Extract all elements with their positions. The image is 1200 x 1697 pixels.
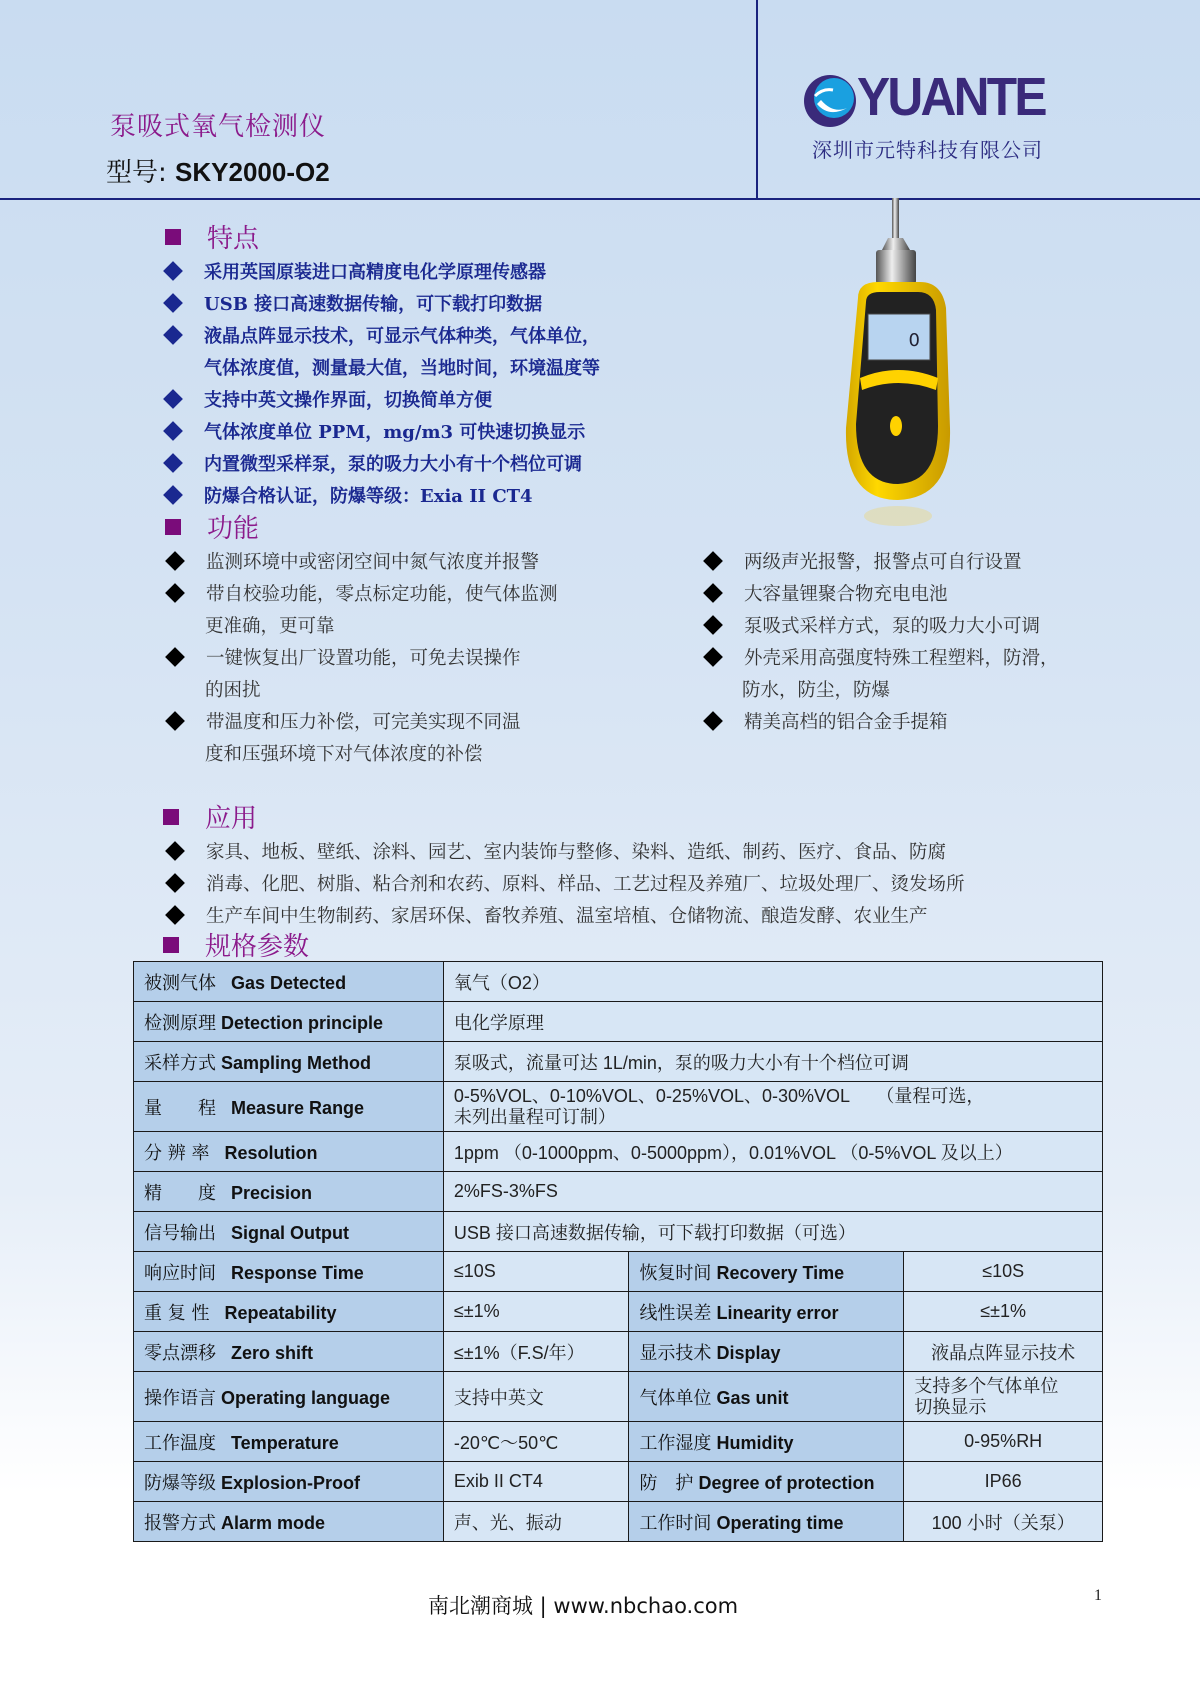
- spec-value: 声、光、振动: [443, 1502, 629, 1542]
- spec-key: 线性误差 Linearity error: [629, 1292, 904, 1332]
- spec-key: 响应时间 Response Time: [134, 1252, 444, 1292]
- square-bullet-icon: [163, 937, 179, 953]
- footer-link[interactable]: 南北潮商城 | www.nbchao.com: [428, 1594, 739, 1618]
- spec-key: 被测气体 Gas Detected: [134, 962, 444, 1002]
- diamond-bullet-icon: [703, 647, 723, 667]
- spec-value: 2%FS-3%FS: [443, 1172, 1102, 1212]
- diamond-bullet-icon: [165, 905, 185, 925]
- table-row: [134, 1252, 1103, 1292]
- function-item-continuation: 的困扰: [205, 680, 261, 701]
- spec-key: 采样方式 Sampling Method: [134, 1042, 444, 1082]
- diamond-bullet-icon: [163, 293, 183, 313]
- spec-key: 精 度 Precision: [134, 1172, 444, 1212]
- spec-key: 恢复时间 Recovery Time: [629, 1252, 904, 1292]
- spec-value: 0-5%VOL、0-10%VOL、0-25%VOL、0-30%VOL （量程可选， 未列出量程可订制）: [443, 1082, 1102, 1132]
- logo-emblem-icon: [803, 74, 857, 128]
- feature-item: USB 接口高速数据传输，可下载打印数据: [163, 290, 542, 316]
- spec-key: 分 辨 率 Resolution: [134, 1132, 444, 1172]
- application-item: 生产车间中生物制药、家居环保、畜牧养殖、温室培植、仓储物流、酿造发酵、农业生产: [165, 902, 928, 928]
- spec-value: 支持多个气体单位 切换显示: [904, 1372, 1103, 1422]
- function-item: 带自校验功能，零点标定功能，使气体监测: [165, 580, 558, 606]
- model-value: SKY2000-O2: [175, 157, 330, 187]
- diamond-bullet-icon: [703, 583, 723, 603]
- function-item-continuation: 防水，防尘，防爆: [742, 680, 891, 701]
- function-item: 外壳采用高强度特殊工程塑料，防滑，: [703, 644, 1059, 670]
- diamond-bullet-icon: [165, 583, 185, 603]
- spec-table: [133, 961, 1103, 1542]
- application-item: 消毒、化肥、树脂、粘合剂和农药、原料、样品、工艺过程及养殖厂、垃圾处理厂、烫发场所: [165, 870, 965, 896]
- diamond-bullet-icon: [703, 551, 723, 571]
- spec-value: ≤±1%: [443, 1292, 629, 1332]
- table-row: [134, 1002, 1103, 1042]
- spec-value: 电化学原理: [443, 1002, 1102, 1042]
- diamond-bullet-icon: [703, 615, 723, 635]
- diamond-bullet-icon: [163, 261, 183, 281]
- diamond-bullet-icon: [163, 421, 183, 441]
- spec-key: 零点漂移 Zero shift: [134, 1332, 444, 1372]
- svg-text:0: 0: [908, 330, 920, 351]
- diamond-bullet-icon: [165, 711, 185, 731]
- page-number: 1: [1094, 1587, 1102, 1604]
- function-item: 监测环境中或密闭空间中氮气浓度并报警: [165, 548, 539, 574]
- header-divider-vertical: [756, 0, 758, 199]
- spec-value: 100 小时（关泵）: [904, 1502, 1103, 1542]
- table-row: [134, 1332, 1103, 1372]
- spec-value: 泵吸式，流量可达 1L/min，泵的吸力大小有十个档位可调: [443, 1042, 1102, 1082]
- spec-key: 防爆等级 Explosion-Proof: [134, 1462, 444, 1502]
- spec-value: IP66: [904, 1462, 1103, 1502]
- table-row: [134, 1212, 1103, 1252]
- function-item-continuation: 度和压强环境下对气体浓度的补偿: [205, 744, 483, 765]
- features-heading: 特点: [165, 218, 259, 255]
- table-row: [134, 1462, 1103, 1502]
- function-item: 一键恢复出厂设置功能，可免去误操作: [165, 644, 521, 670]
- model-label: 型号:: [106, 158, 167, 188]
- spec-key: 操作语言 Operating language: [134, 1372, 444, 1422]
- table-row: [134, 1422, 1103, 1462]
- spec-key: 报警方式 Alarm mode: [134, 1502, 444, 1542]
- diamond-bullet-icon: [165, 841, 185, 861]
- feature-item: 支持中英文操作界面，切换简单方便: [163, 386, 492, 412]
- feature-item: 防爆合格认证，防爆等级：Exia II CT4: [163, 482, 533, 508]
- spec-key: 量 程 Measure Range: [134, 1082, 444, 1132]
- spec-key: 防 护 Degree of protection: [629, 1462, 904, 1502]
- function-item: 泵吸式采样方式，泵的吸力大小可调: [703, 612, 1040, 638]
- square-bullet-icon: [163, 809, 179, 825]
- spec-value: ≤±1%（F.S/年）: [443, 1332, 629, 1372]
- spec-value: 0-95%RH: [904, 1422, 1103, 1462]
- square-bullet-icon: [165, 229, 181, 245]
- table-row: [134, 1042, 1103, 1082]
- feature-item: 内置微型采样泵，泵的吸力大小有十个档位可调: [163, 450, 582, 476]
- spec-key: 显示技术 Display: [629, 1332, 904, 1372]
- gas-detector-illustration-icon: [838, 198, 958, 538]
- diamond-bullet-icon: [163, 453, 183, 473]
- diamond-bullet-icon: [165, 551, 185, 571]
- table-row: [134, 1082, 1103, 1132]
- table-row: [134, 1172, 1103, 1212]
- diamond-bullet-icon: [163, 485, 183, 505]
- model-number: [106, 152, 330, 189]
- functions-heading: 功能: [165, 508, 259, 545]
- diamond-bullet-icon: [703, 711, 723, 731]
- spec-value: 氧气（O2）: [443, 962, 1102, 1002]
- spec-key: 气体单位 Gas unit: [629, 1372, 904, 1422]
- spec-key: 重 复 性 Repeatability: [134, 1292, 444, 1332]
- diamond-bullet-icon: [165, 647, 185, 667]
- spec-value: -20℃～50℃: [443, 1422, 629, 1462]
- feature-item: 气体浓度单位 PPM，mg/m3 可快速切换显示: [163, 418, 585, 444]
- feature-item: 液晶点阵显示技术，可显示气体种类，气体单位，: [163, 322, 600, 348]
- table-row: [134, 962, 1103, 1002]
- spec-value: 1ppm （0-1000ppm、0-5000ppm），0.01%VOL （0-5%VOL 及以上）: [443, 1132, 1102, 1172]
- product-image: [838, 198, 958, 538]
- spec-key: 工作湿度 Humidity: [629, 1422, 904, 1462]
- table-row: [134, 1132, 1103, 1172]
- header-divider-horizontal: [0, 198, 1200, 200]
- table-row: [134, 1372, 1103, 1422]
- spec-value: ≤±1%: [904, 1292, 1103, 1332]
- table-row: [134, 1292, 1103, 1332]
- specs-heading: 规格参数: [163, 926, 309, 963]
- spec-value: ≤10S: [443, 1252, 629, 1292]
- function-item: 精美高档的铝合金手提箱: [703, 708, 948, 734]
- table-row: [134, 1502, 1103, 1542]
- function-item: 带温度和压力补偿，可完美实现不同温: [165, 708, 521, 734]
- diamond-bullet-icon: [163, 325, 183, 345]
- feature-item-continuation: 气体浓度值，测量最大值，当地时间，环境温度等: [204, 358, 600, 379]
- company-logo: [803, 67, 1045, 132]
- spec-key: 工作温度 Temperature: [134, 1422, 444, 1462]
- product-title: 泵吸式氧气检测仪: [110, 112, 327, 142]
- logo-wordmark: YUANTE: [857, 67, 1045, 127]
- spec-key: 检测原理 Detection principle: [134, 1002, 444, 1042]
- feature-item: 采用英国原装进口高精度电化学原理传感器: [163, 258, 546, 284]
- application-item: 家具、地板、壁纸、涂料、园艺、室内装饰与整修、染料、造纸、制药、医疗、食品、防腐: [165, 838, 946, 864]
- spec-value: USB 接口高速数据传输，可下载打印数据（可选）: [443, 1212, 1102, 1252]
- spec-value: ≤10S: [904, 1252, 1103, 1292]
- spec-value: 液晶点阵显示技术: [904, 1332, 1103, 1372]
- spec-value: 支持中英文: [443, 1372, 629, 1422]
- diamond-bullet-icon: [163, 389, 183, 409]
- function-item: 大容量锂聚合物充电电池: [703, 580, 948, 606]
- square-bullet-icon: [165, 519, 181, 535]
- spec-key: 工作时间 Operating time: [629, 1502, 904, 1542]
- applications-heading: 应用: [163, 798, 257, 835]
- diamond-bullet-icon: [165, 873, 185, 893]
- spec-value: Exib II CT4: [443, 1462, 629, 1502]
- function-item: 两级声光报警，报警点可自行设置: [703, 548, 1022, 574]
- function-item-continuation: 更准确，更可靠: [205, 616, 335, 637]
- spec-key: 信号输出 Signal Output: [134, 1212, 444, 1252]
- company-name: 深圳市元特科技有限公司: [812, 138, 1043, 162]
